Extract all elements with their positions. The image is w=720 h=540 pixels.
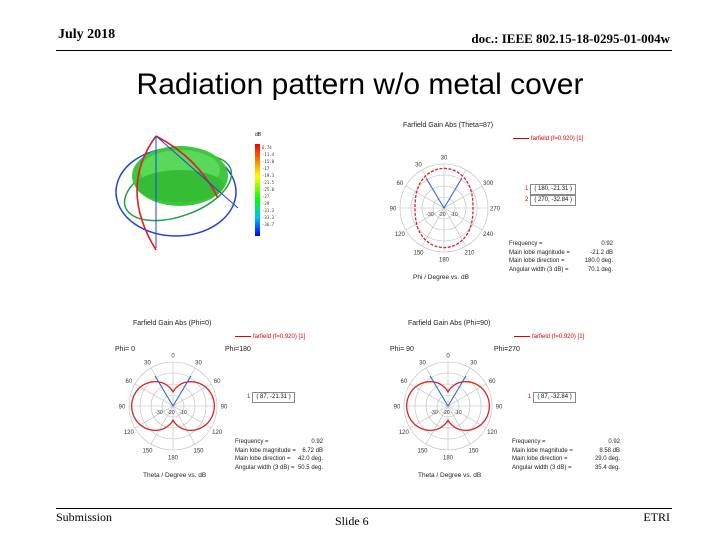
stat-row: Main lobe direction = 42.0 deg.	[235, 456, 323, 462]
polar-axis-label: Theta / Degree vs. dB	[143, 472, 207, 479]
angle-label: 180	[438, 257, 450, 264]
ring-label: -20	[438, 212, 446, 218]
angle-label: 60	[488, 379, 496, 385]
ring-label: -20	[167, 410, 175, 416]
stat-row: Main lobe direction = 29.0 deg.	[512, 456, 620, 462]
header-date: July 2018	[58, 27, 116, 42]
colorbar-value: -29	[262, 201, 270, 206]
stat-row: Frequency = 0.92	[235, 439, 323, 445]
polar-plot-phi0	[115, 316, 325, 486]
angle-label: 30	[144, 360, 151, 367]
angle-label: 60	[396, 181, 404, 187]
beamwidth-line	[430, 376, 448, 406]
footer-divider	[56, 508, 672, 509]
polar-title: Farfield Gain Abs (Phi=0)	[133, 320, 212, 327]
angle-label: 120	[123, 430, 134, 436]
stat-row: Main lobe magnitude = 6.72 dB	[235, 447, 323, 454]
legend-label: farfield (f=0.920) [1]	[531, 136, 584, 142]
marker-id: 1	[247, 394, 251, 400]
polar-title: Farfield Gain Abs (Phi=90)	[408, 320, 491, 327]
radiation-3d-plot	[98, 128, 278, 256]
marker-id: 2	[525, 197, 529, 203]
ring-label: -20	[442, 410, 450, 416]
colorbar-value: -21.5	[262, 180, 275, 185]
legend-swatch	[235, 336, 251, 337]
colorbar-value: -19.3	[262, 173, 275, 178]
beamwidth-line	[155, 376, 173, 406]
legend-swatch	[514, 336, 530, 337]
marker-value: ( 87, -21.31 )	[252, 392, 294, 403]
angle-label: 30	[470, 360, 477, 367]
ring-label: -10	[454, 410, 462, 416]
angle-label: 150	[142, 448, 153, 455]
beamwidth-line	[426, 178, 444, 208]
angle-label: 0	[171, 353, 175, 360]
angle-label: 30	[419, 360, 426, 367]
footer-slide-number: Slide 6	[335, 514, 369, 528]
polar-side-label-left: Phi= 90	[390, 346, 414, 353]
marker-id: 1	[525, 186, 529, 192]
marker-row	[525, 184, 576, 195]
colorbar-value: -31.3	[262, 208, 275, 213]
angle-label: 90	[118, 404, 126, 411]
angle-label: 150	[193, 448, 204, 455]
colorbar	[255, 132, 277, 248]
radiation-3d-graphic	[98, 128, 258, 256]
stat-row: Frequency = 0.92	[509, 241, 613, 247]
angle-label: 180	[442, 455, 454, 462]
marker-value: ( 180, -21.31 )	[530, 184, 576, 195]
polar-side-label-right: Phi=270	[494, 346, 520, 353]
ring-label: -30	[430, 410, 438, 416]
marker-row	[247, 392, 295, 403]
colorbar-value: -15.0	[262, 159, 275, 164]
angle-label: 120	[398, 430, 409, 436]
ring-label: -10	[450, 212, 458, 218]
ring-label: -30	[155, 410, 163, 416]
marker-list	[247, 392, 295, 403]
angle-label: 210	[464, 250, 475, 257]
angle-label: 90	[220, 404, 228, 411]
angle-label: 0	[446, 353, 450, 360]
legend-label: farfield (f=0.920) [1]	[532, 334, 585, 340]
angle-label: 300	[483, 181, 494, 187]
angle-label: 30	[415, 162, 422, 169]
polar-grid	[390, 348, 506, 464]
colorbar-value: -25.8	[262, 187, 275, 192]
angle-label: 90	[393, 404, 401, 411]
polar-plot-phi90	[390, 316, 625, 486]
polar-plot-theta87	[385, 118, 625, 288]
polar-legend	[235, 334, 305, 340]
colorbar-value: -27	[262, 194, 270, 199]
polar-stats	[235, 438, 323, 472]
polar-axis-label: Theta / Degree vs. dB	[418, 472, 482, 479]
angle-label: 60	[400, 379, 408, 385]
angle-label: 150	[468, 448, 479, 455]
colorbar-value: -17	[262, 166, 270, 171]
angle-label: 120	[487, 430, 498, 436]
colorbar-values	[262, 144, 274, 228]
polar-legend	[514, 334, 584, 340]
colorbar-value: -11.4	[262, 152, 275, 157]
polar-side-label-right: Phi=180	[225, 346, 251, 353]
marker-list	[525, 184, 576, 206]
footer-submission: Submission	[56, 510, 113, 524]
main-lobe-line	[173, 376, 191, 406]
marker-list	[528, 392, 576, 403]
angle-label: 240	[483, 232, 494, 238]
colorbar-gradient	[255, 144, 260, 236]
marker-id: 1	[528, 394, 532, 400]
marker-value: ( 270, -32.84 )	[530, 195, 576, 206]
angle-label: 30	[195, 360, 202, 367]
polar-grid	[115, 348, 231, 464]
ring-label: -30	[426, 212, 434, 218]
polar-grid	[386, 150, 502, 266]
colorbar-value: 6.74	[262, 145, 272, 150]
footer-org: ETRI	[643, 510, 670, 524]
stat-row: Main lobe magnitude = -21.2 dB	[509, 249, 613, 256]
angle-label: 120	[212, 430, 223, 436]
main-lobe-line	[444, 178, 462, 208]
polar-legend	[513, 136, 583, 142]
angle-label: 150	[417, 448, 428, 455]
ring-label: -10	[179, 410, 187, 416]
colorbar-value: -33.3	[262, 215, 275, 220]
stat-row: Angular width (3 dB) = 35.4 deg.	[512, 464, 620, 471]
stat-row: Main lobe magnitude = 8.58 dB	[512, 447, 620, 454]
polar-axis-label: Phi / Degree vs. dB	[413, 274, 469, 281]
angle-label: 90	[495, 404, 503, 411]
marker-value: ( 87, -32.84 )	[533, 392, 575, 403]
stat-row: Angular width (3 dB) = 70.1 deg.	[509, 266, 613, 273]
stat-row: Angular width (3 dB) = 50.5 deg.	[235, 464, 323, 471]
angle-label: 270	[489, 206, 501, 213]
angle-label: 60	[125, 379, 133, 385]
main-lobe-line	[448, 376, 466, 406]
stat-row: Main lobe direction = 180.0 deg.	[509, 258, 613, 264]
slide-title: Radiation pattern w/o metal cover	[136, 68, 584, 101]
stat-row: Frequency = 0.92	[512, 439, 620, 445]
marker-row	[525, 195, 576, 206]
angle-label: 60	[213, 379, 221, 385]
header-divider	[56, 50, 672, 51]
colorbar-unit: dB	[255, 132, 262, 138]
header-doc-id: doc.: IEEE 802.15-18-0295-01-004w	[471, 31, 670, 46]
angle-label: 120	[394, 232, 405, 238]
marker-row	[528, 392, 576, 403]
angle-label: 150	[413, 250, 424, 257]
polar-stats	[512, 438, 620, 472]
polar-side-label-left: Phi= 0	[115, 346, 136, 353]
angle-label: 90	[389, 206, 397, 213]
legend-label: farfield (f=0.920) [1]	[253, 334, 306, 340]
polar-stats	[509, 240, 613, 274]
angle-label: 180	[167, 455, 179, 462]
legend-swatch	[513, 138, 529, 139]
colorbar-value: -36.7	[262, 222, 275, 227]
angle-label: 30	[440, 155, 448, 162]
polar-title: Farfield Gain Abs (Theta=87)	[403, 122, 494, 129]
